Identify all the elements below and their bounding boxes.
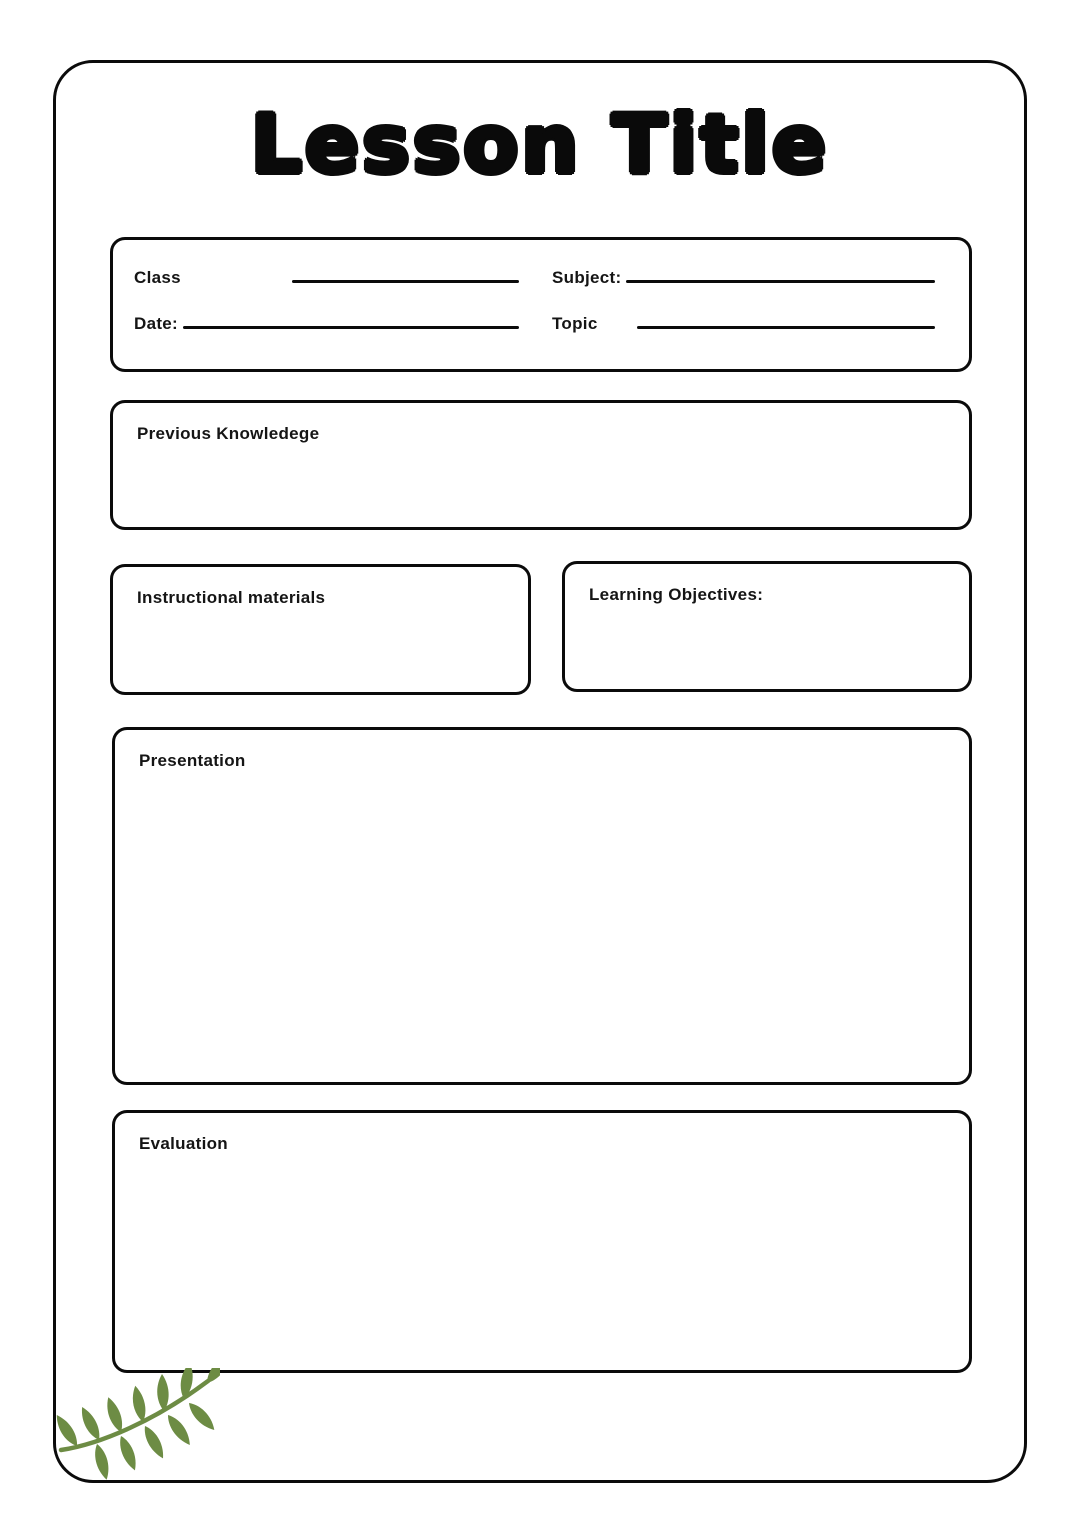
- class-field: [134, 265, 519, 291]
- date-input-line[interactable]: [183, 326, 519, 329]
- evaluation-write-area[interactable]: [118, 1159, 966, 1367]
- date-field: [134, 311, 519, 337]
- instructional-materials-write-area[interactable]: [116, 613, 525, 689]
- previous-knowledge-label: Previous Knowledege: [137, 424, 320, 443]
- class-input-line[interactable]: [292, 280, 519, 283]
- topic-label: Topic: [552, 314, 598, 333]
- topic-field: [552, 311, 935, 337]
- info-row-2: [134, 311, 935, 337]
- subject-field: [552, 265, 935, 291]
- class-label: Class: [134, 268, 181, 287]
- previous-knowledge-box: [110, 400, 972, 530]
- learning-objectives-box: [562, 561, 972, 692]
- olive-branch-icon: [56, 1368, 220, 1480]
- subject-label: Subject:: [552, 268, 622, 287]
- lesson-info-grid: [113, 240, 969, 369]
- info-row-1: [134, 265, 935, 291]
- instructional-materials-box: [110, 564, 531, 695]
- subject-input-line[interactable]: [626, 280, 935, 283]
- evaluation-label: Evaluation: [139, 1134, 228, 1153]
- presentation-label: Presentation: [139, 751, 246, 770]
- learning-objectives-write-area[interactable]: [568, 610, 966, 686]
- presentation-box: [112, 727, 972, 1085]
- learning-objectives-label: Learning Objectives:: [589, 585, 764, 604]
- presentation-write-area[interactable]: [118, 776, 966, 1079]
- lesson-info-box: [110, 237, 972, 372]
- evaluation-box: [112, 1110, 972, 1373]
- date-label: Date:: [134, 314, 179, 333]
- page-title: Lesson Title: [250, 98, 830, 191]
- topic-input-line[interactable]: [637, 326, 935, 329]
- instructional-materials-label: Instructional materials: [137, 588, 326, 607]
- previous-knowledge-write-area[interactable]: [116, 449, 966, 524]
